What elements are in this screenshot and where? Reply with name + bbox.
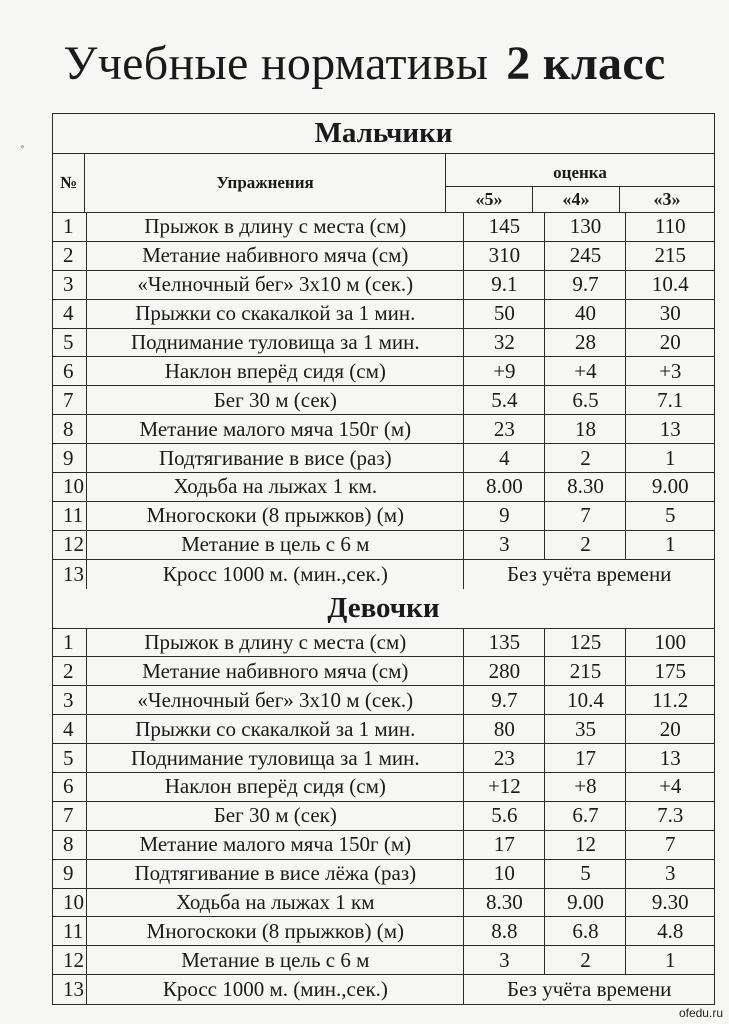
grade-5-value: 310 bbox=[464, 242, 545, 270]
grade-4-value: 8.30 bbox=[545, 473, 626, 501]
no-time-note: Без учёта времени bbox=[507, 561, 672, 586]
header-grade-3: «3» bbox=[653, 189, 681, 209]
exercise-name: «Челночный бег» 3х10 м (сек.) bbox=[87, 271, 464, 299]
table-row bbox=[53, 975, 714, 1004]
grade-5-value: +12 bbox=[464, 773, 545, 801]
row-number: 9 bbox=[53, 444, 87, 472]
boys-title: Мальчики bbox=[314, 117, 453, 149]
grade-4-value: 6.8 bbox=[545, 917, 626, 945]
header-grade-label: оценка bbox=[446, 154, 714, 187]
table-row bbox=[53, 802, 714, 831]
grade-3-value: 7.3 bbox=[657, 803, 684, 828]
row-number: 4 bbox=[53, 300, 87, 328]
grade-3-value: +4 bbox=[659, 774, 682, 799]
exercise-name: Кросс 1000 м. (мин.,сек.) bbox=[87, 560, 464, 589]
grade-5-value: 135 bbox=[464, 629, 545, 657]
grade-4-value: 17 bbox=[545, 744, 626, 772]
row-number: 13 bbox=[53, 560, 87, 589]
grade-3-value: 30 bbox=[659, 301, 681, 326]
grade-3-value: 4.8 bbox=[657, 918, 684, 943]
grade-5-value: 8.8 bbox=[464, 917, 545, 945]
table-row bbox=[53, 860, 714, 889]
exercise-name: Прыжки со скакалкой за 1 мин. bbox=[87, 300, 464, 328]
grade-5-value: 23 bbox=[464, 744, 545, 772]
table-row bbox=[53, 531, 714, 560]
table-row bbox=[53, 629, 714, 658]
girls-rows bbox=[53, 629, 714, 1005]
exercise-name: Метание в цель с 6 м bbox=[87, 531, 464, 559]
table-row bbox=[53, 686, 714, 715]
exercise-name: Метание в цель с 6 м bbox=[87, 946, 464, 974]
exercise-name: Прыжки со скакалкой за 1 мин. bbox=[87, 715, 464, 743]
table-row bbox=[53, 715, 714, 744]
class-label: 2 класс bbox=[506, 37, 666, 90]
grade-4-value: 28 bbox=[545, 329, 626, 357]
row-number: 5 bbox=[53, 744, 87, 772]
grade-3-value: 1 bbox=[664, 532, 676, 557]
row-number: 6 bbox=[53, 357, 87, 385]
exercise-name: Подтягивание в висе лёжа (раз) bbox=[87, 860, 464, 888]
grade-3-value: 7.1 bbox=[657, 387, 684, 412]
exercise-name: Метание малого мяча 150г (м) bbox=[87, 415, 464, 443]
exercise-name: Наклон вперёд сидя (см) bbox=[87, 357, 464, 385]
standards-table bbox=[52, 113, 715, 1005]
row-number: 11 bbox=[53, 917, 87, 945]
row-number: 7 bbox=[53, 802, 87, 830]
grade-4-value: 18 bbox=[545, 415, 626, 443]
grade-5-value: 8.30 bbox=[464, 889, 545, 917]
exercise-name: Поднимание туловища за 1 мин. bbox=[87, 329, 464, 357]
exercise-name: Метание малого мяча 150г (м) bbox=[87, 831, 464, 859]
exercise-name: Метание набивного мяча (см) bbox=[87, 657, 464, 685]
row-number: 2 bbox=[53, 242, 87, 270]
table-header bbox=[53, 154, 714, 213]
row-number: 8 bbox=[53, 831, 87, 859]
exercise-name: Поднимание туловища за 1 мин. bbox=[87, 744, 464, 772]
table-row bbox=[53, 946, 714, 975]
grade-4-value: 245 bbox=[545, 242, 626, 270]
grade-4-value: 2 bbox=[545, 444, 626, 472]
grade-3-value: 100 bbox=[654, 630, 686, 655]
grade-3-value: 5 bbox=[664, 503, 676, 528]
row-number: 1 bbox=[53, 629, 87, 657]
exercise-name: Наклон вперёд сидя (см) bbox=[87, 773, 464, 801]
row-number: 4 bbox=[53, 715, 87, 743]
boys-rows bbox=[53, 213, 714, 589]
grade-5-value: 5.4 bbox=[464, 386, 545, 414]
table-row bbox=[53, 773, 714, 802]
grade-5-value: 4 bbox=[464, 444, 545, 472]
header-grades bbox=[446, 154, 714, 212]
row-number: 13 bbox=[53, 975, 87, 1004]
row-number: 12 bbox=[53, 946, 87, 974]
grade-3-value: +3 bbox=[659, 358, 682, 383]
row-number: 9 bbox=[53, 860, 87, 888]
grade-4-value: 5 bbox=[545, 860, 626, 888]
girls-section-header bbox=[53, 589, 714, 629]
grade-4-value: 9.7 bbox=[545, 271, 626, 299]
grade-4-value: 6.7 bbox=[545, 802, 626, 830]
grade-3-value: 20 bbox=[659, 330, 681, 354]
table-row bbox=[53, 502, 714, 531]
header-num: № bbox=[53, 154, 85, 212]
grade-3-value: 1 bbox=[664, 947, 676, 972]
grade-5-value: 80 bbox=[464, 715, 545, 743]
grade-4-value: 12 bbox=[545, 831, 626, 859]
grade-4-value: 9.00 bbox=[545, 889, 626, 917]
table-row bbox=[53, 357, 714, 386]
grade-3-value: 20 bbox=[659, 716, 681, 741]
table-row bbox=[53, 473, 714, 502]
exercise-name: Ходьба на лыжах 1 км bbox=[87, 889, 464, 917]
row-number: 10 bbox=[53, 889, 87, 917]
table-row bbox=[53, 329, 714, 358]
grade-4-value: 215 bbox=[545, 657, 626, 685]
row-number: 1 bbox=[53, 213, 87, 241]
grade-5-value: +9 bbox=[464, 357, 545, 385]
exercise-name: Многоскоки (8 прыжков) (м) bbox=[87, 502, 464, 530]
grade-4-value: 6.5 bbox=[545, 386, 626, 414]
exercise-name: «Челночный бег» 3х10 м (сек.) bbox=[87, 686, 464, 714]
grade-4-value: 10.4 bbox=[545, 686, 626, 714]
table-row bbox=[53, 831, 714, 860]
exercise-name: Прыжок в длину с места (см) bbox=[87, 213, 464, 241]
grade-3-value: 9.00 bbox=[651, 474, 689, 499]
table-row bbox=[53, 560, 714, 589]
exercise-name: Метание набивного мяча (см) bbox=[87, 242, 464, 270]
grade-3-value: 13 bbox=[659, 416, 681, 441]
table-row bbox=[53, 386, 714, 415]
table-row bbox=[53, 271, 714, 300]
grade-4-value: 7 bbox=[545, 502, 626, 530]
table-row bbox=[53, 242, 714, 271]
grade-5-value: 23 bbox=[464, 415, 545, 443]
grade-3-value: 10.4 bbox=[651, 272, 689, 297]
grade-4-value: 2 bbox=[545, 531, 626, 559]
table-row bbox=[53, 415, 714, 444]
no-time-note: Без учёта времени bbox=[507, 977, 672, 1002]
table-row bbox=[53, 213, 714, 242]
table-row bbox=[53, 917, 714, 946]
grade-5-value: 280 bbox=[464, 657, 545, 685]
table-row bbox=[53, 300, 714, 329]
grade-3-value: 110 bbox=[654, 214, 686, 239]
row-number: 12 bbox=[53, 531, 87, 559]
grade-5-value: 32 bbox=[464, 329, 545, 357]
exercise-name: Бег 30 м (сек) bbox=[87, 802, 464, 830]
grade-3-value: 1 bbox=[664, 445, 676, 470]
grade-3-value: 13 bbox=[659, 745, 681, 770]
grade-3-value: 11.2 bbox=[652, 687, 689, 712]
grade-5-value: 145 bbox=[464, 213, 545, 241]
grade-3-value: 3 bbox=[664, 861, 676, 886]
boys-section-header bbox=[53, 114, 714, 154]
exercise-name: Ходьба на лыжах 1 км. bbox=[87, 473, 464, 501]
grade-4-value: 35 bbox=[545, 715, 626, 743]
table-row bbox=[53, 657, 714, 686]
exercise-name: Кросс 1000 м. (мин.,сек.) bbox=[87, 975, 464, 1004]
exercise-name: Бег 30 м (сек) bbox=[87, 386, 464, 414]
grade-4-value: 130 bbox=[545, 213, 626, 241]
grade-4-value: +8 bbox=[545, 773, 626, 801]
row-number: 10 bbox=[53, 473, 87, 501]
grade-5-value: 9 bbox=[464, 502, 545, 530]
scan-speck: ﾞ bbox=[20, 146, 27, 161]
grade-5-value: 3 bbox=[464, 946, 545, 974]
title-text: Учебные нормативы bbox=[63, 37, 489, 90]
page-title bbox=[0, 34, 729, 94]
row-number: 6 bbox=[53, 773, 87, 801]
grade-3-value: 7 bbox=[664, 832, 676, 857]
grade-4-value: +4 bbox=[545, 357, 626, 385]
table-row bbox=[53, 444, 714, 473]
table-row bbox=[53, 744, 714, 773]
grade-5-value: 50 bbox=[464, 300, 545, 328]
row-number: 5 bbox=[53, 329, 87, 357]
table-row bbox=[53, 889, 714, 918]
grade-5-value: 5.6 bbox=[464, 802, 545, 830]
row-number: 2 bbox=[53, 657, 87, 685]
grade-5-value: 8.00 bbox=[464, 473, 545, 501]
grade-5-value: 9.7 bbox=[464, 686, 545, 714]
row-number: 3 bbox=[53, 271, 87, 299]
header-grade-5: «5» bbox=[446, 187, 533, 212]
girls-title: Девочки bbox=[327, 591, 440, 624]
grade-4-value: 125 bbox=[545, 629, 626, 657]
row-number: 7 bbox=[53, 386, 87, 414]
row-number: 8 bbox=[53, 415, 87, 443]
grade-3-value: 175 bbox=[654, 658, 686, 683]
grade-5-value: 17 bbox=[464, 831, 545, 859]
grade-4-value: 2 bbox=[545, 946, 626, 974]
grade-3-value: 9.30 bbox=[651, 890, 689, 915]
grade-5-value: 10 bbox=[464, 860, 545, 888]
grade-5-value: 3 bbox=[464, 531, 545, 559]
row-number: 3 bbox=[53, 686, 87, 714]
header-grade-4: «4» bbox=[533, 187, 620, 212]
header-exercise: Упражнения bbox=[85, 154, 446, 212]
grade-4-value: 40 bbox=[545, 300, 626, 328]
row-number: 11 bbox=[53, 502, 87, 530]
exercise-name: Прыжок в длину с места (см) bbox=[87, 629, 464, 657]
grade-3-value: 215 bbox=[654, 243, 686, 268]
grade-5-value: 9.1 bbox=[464, 271, 545, 299]
exercise-name: Подтягивание в висе (раз) bbox=[87, 444, 464, 472]
exercise-name: Многоскоки (8 прыжков) (м) bbox=[87, 917, 464, 945]
site-watermark: ofedu.ru bbox=[678, 1006, 723, 1020]
